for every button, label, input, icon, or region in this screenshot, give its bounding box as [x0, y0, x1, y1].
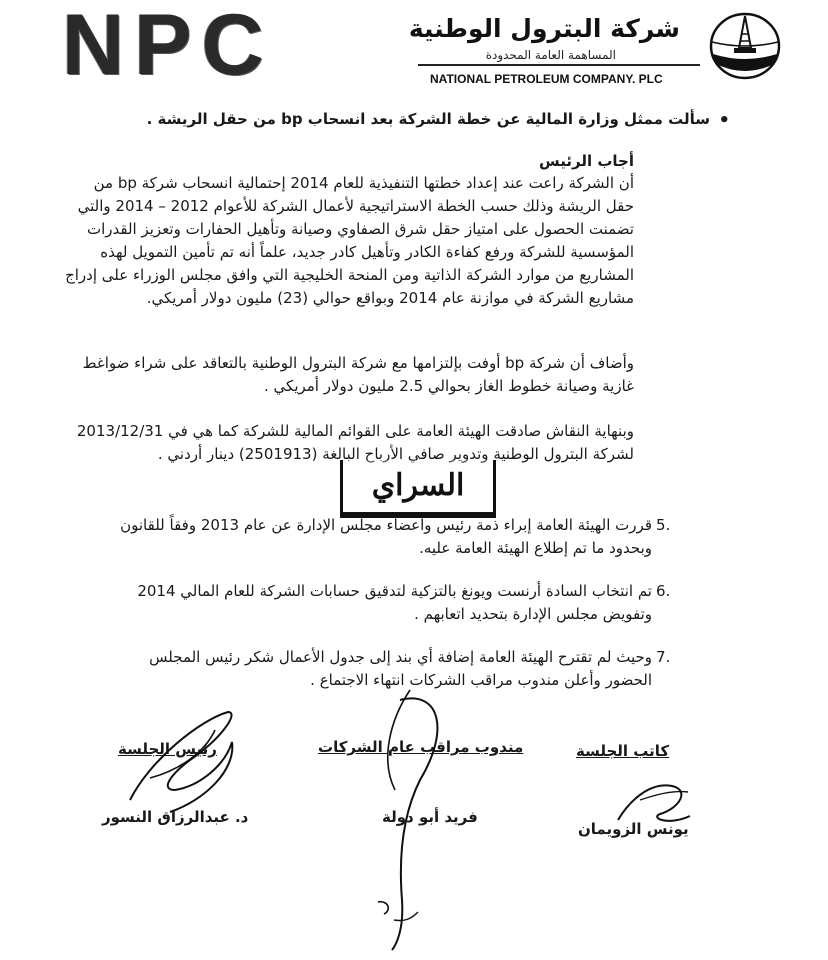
- item-discharge-board: قررت الهيئة العامة إبراء ذمة رئيس وأعضاء مجلس الإدارة عن عام 2013 وفقاً للقانون وبحدود ما تم إطلاع الهيئة العامة عليه.: [120, 516, 652, 557]
- item-number: 5.: [656, 516, 671, 534]
- item-meeting-close: وحيث لم تقترح الهيئة العامة إضافة أي بند إلى جدول الأعمال شكر رئيس المجلس الحضور وأعلن مندوب مراقب الشركات انتهاء الاجتماع .: [149, 648, 652, 689]
- representative-title: مندوب مراقب عام الشركات: [318, 738, 524, 756]
- question-line: سألت ممثل وزارة المالية عن خطة الشركة بعد انسحاب bp من حقل الريشة .: [146, 110, 710, 128]
- chairman-title: رئيس الجلسة: [118, 740, 217, 758]
- question-bullet: •: [718, 110, 730, 131]
- item-auditor-election: تم انتخاب السادة أرنست ويونغ بالتزكية لتدقيق حسابات الشركة للعام المالي 2014 وتفويض مجلس الإدارة بتحديد اتعابهم .: [137, 582, 652, 623]
- paragraph-strategy: أن الشركة راعت عند إعداد خطتها التنفيذية للعام 2014 إحتمالية انسحاب شركة bp من حقل الريشة وذلك حسب الخطة الاستراتيجية لأعمال الشركة للأعوام 2012 – 2014 والتي تضمنت الحصول على امتياز حقل شرق الصفاوي وصيانة وتأهيل الحفارات وتعزيز القدرات المؤسسية للشركة ورفع كفاءة الكادر وتأهيل كادر جديد، علماً أنه تم تأمين التمويل لهذه المشاريع من موارد الشركة الذاتية ومن المنحة الخليجية التي وافق مجلس الوزراء على إدراج مشاريع الشركة في موازنة عام 2014 وبواقع حوالي (23) مليون دولار أمريكي.: [65, 174, 634, 307]
- watermark-stamp: السراي: [340, 460, 496, 518]
- secretary-name: يونس الزويمان: [578, 820, 689, 838]
- chairman-answered-label: أجاب الرئيس: [539, 152, 634, 170]
- item-number: 7.: [656, 648, 671, 666]
- paragraph-financial-approval: وبنهاية النقاش صادقت الهيئة العامة على القوائم المالية للشركة كما هي في 2013/12/31 لشركة البترول الوطنية وتدوير صافي الأرباح البالغة (2501913) دينار أردني .: [76, 422, 634, 463]
- company-subtitle-arabic: المساهمة العامة المحدودة: [485, 48, 616, 62]
- representative-name: فريد أبو دولة: [382, 808, 478, 826]
- company-name-arabic: شركة البترول الوطنية: [408, 14, 680, 43]
- npc-logo: NPC: [62, 0, 274, 93]
- secretary-title: كاتب الجلسة: [576, 742, 670, 760]
- item-number: 6.: [656, 582, 671, 600]
- paragraph-bp-commitment: وأضاف أن شركة bp أوفت بإلتزامها مع شركة البترول الوطنية بالتعاقد على شراء ضواغط غازية وصيانة خطوط الغاز بحوالي 2.5 مليون دولار أمريكي .: [82, 354, 634, 395]
- company-name-english: NATIONAL PETROLEUM COMPANY. PLC: [430, 72, 663, 86]
- chairman-name: د. عبدالرزاق النسور: [102, 808, 249, 826]
